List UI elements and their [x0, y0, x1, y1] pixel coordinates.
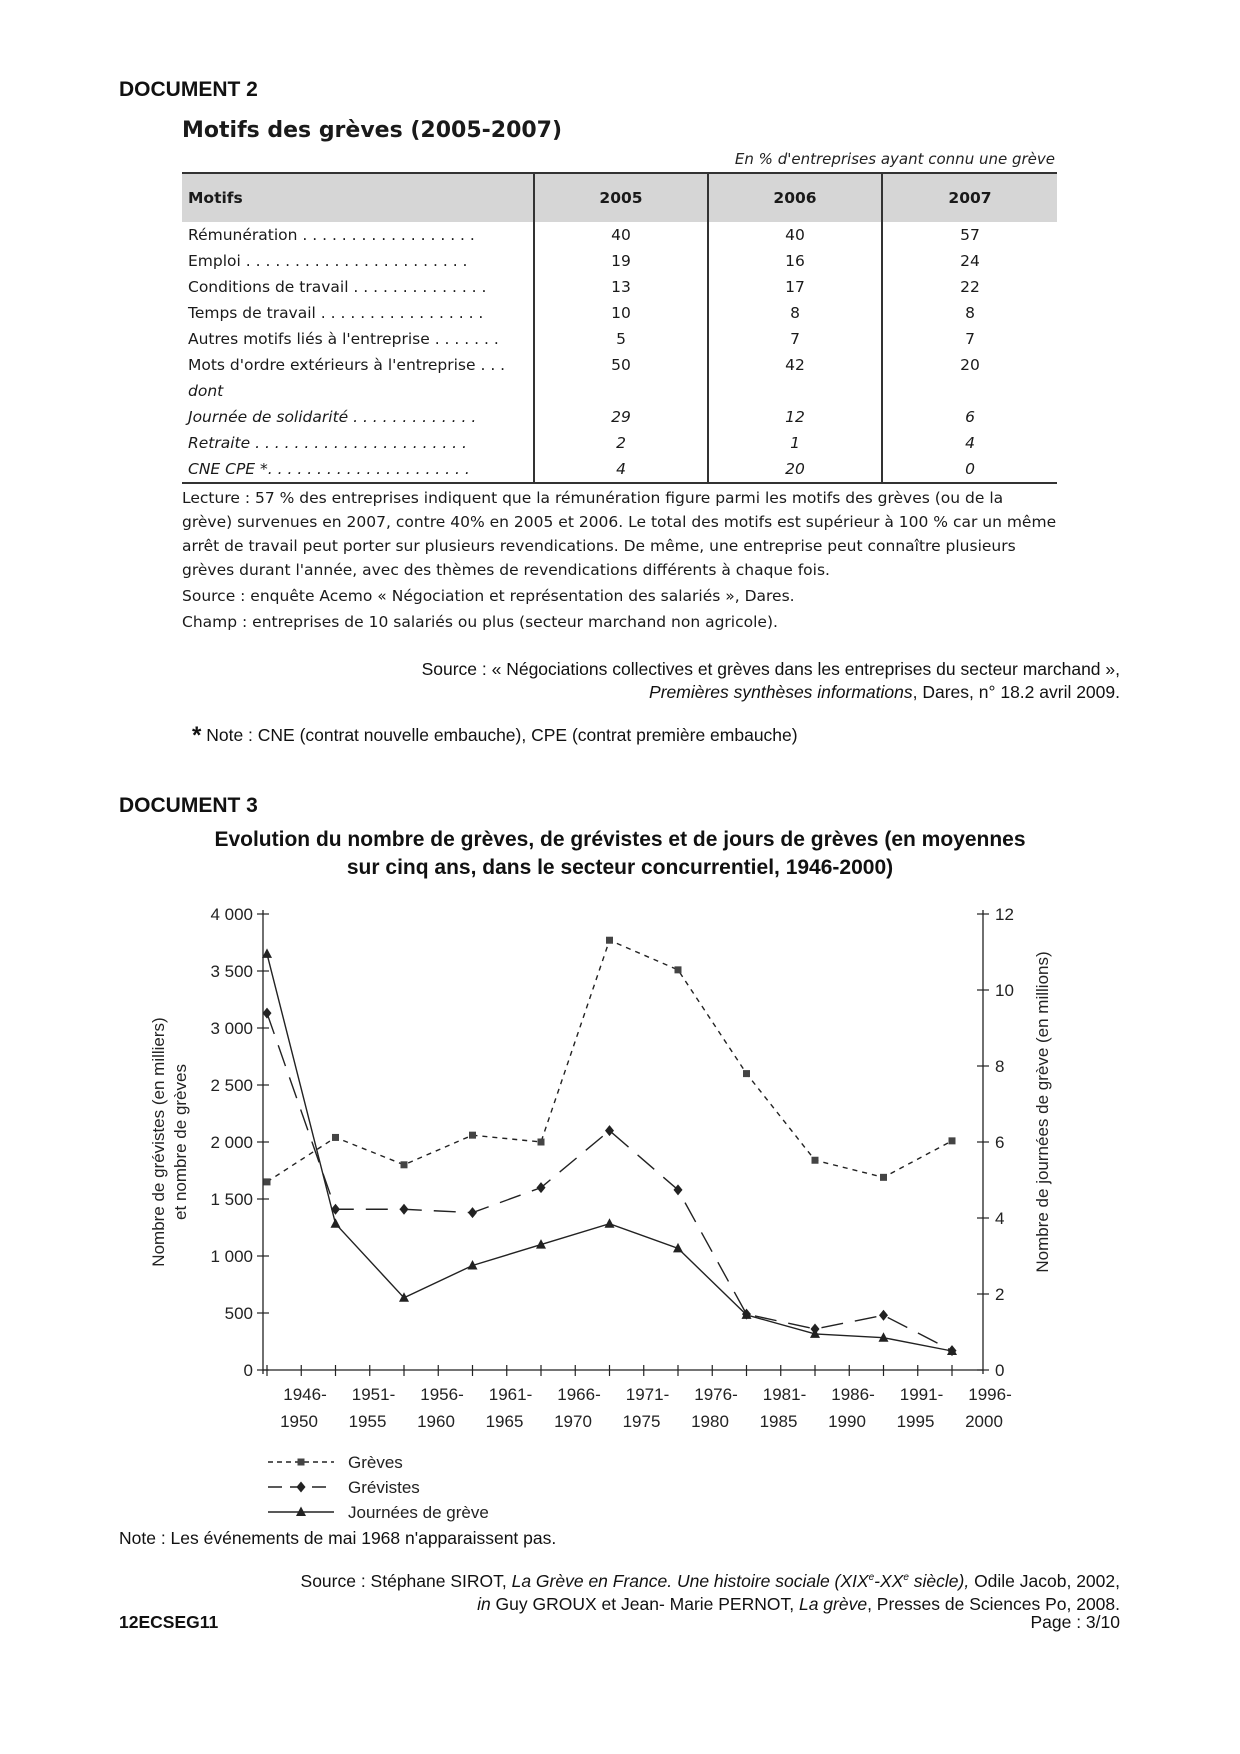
left-tick-label: 500: [224, 1304, 253, 1323]
source-prefix: Source : Stéphane SIROT,: [300, 1570, 512, 1591]
series-line-journees-de-greve: [267, 954, 952, 1351]
chart-series: [262, 937, 957, 1356]
left-tick-label: 3 500: [210, 962, 253, 981]
left-tick-label: 1 500: [210, 1190, 253, 1209]
cell-2007: 8: [882, 300, 1057, 326]
row-label: Conditions de travail . . . . . . . . . . . . . .: [188, 278, 487, 296]
book-title-end: siècle),: [908, 1570, 970, 1591]
chart-axes: [149, 905, 1052, 1431]
left-tick-label: 1 000: [210, 1247, 253, 1266]
publisher: Odile Jacob, 2002,: [969, 1570, 1120, 1591]
note-text: Note : CNE (contrat nouvelle embauche), CPE (contrat première embauche): [206, 725, 798, 745]
x-tick-label: 1965: [485, 1412, 524, 1431]
doc2-source-line1: Source : « Négociations collectives et grèves dans les entreprises du secteur marchand »,: [421, 659, 1120, 679]
x-tick-label: 2000: [965, 1412, 1003, 1431]
cell-2007: 7: [882, 326, 1057, 352]
legend-marker: [296, 1507, 306, 1517]
footer-page: Page : 3/10: [1030, 1612, 1120, 1632]
cell-2006: 12: [708, 404, 882, 430]
sup-e-2: e: [903, 1572, 909, 1583]
x-tick-label: 1961-: [488, 1385, 533, 1404]
doc3-note: Note : Les événements de mai 1968 n'apparaissent pas.: [119, 1528, 557, 1548]
legend-label: Journées de grève: [348, 1503, 489, 1522]
chart-title-line1: Evolution du nombre de grèves, de grévistes et de jours de grèves (en moyennes: [214, 828, 1026, 851]
cell-2005: 5: [534, 326, 708, 352]
cell-2006: 16: [708, 248, 882, 274]
left-tick-label: 2 000: [210, 1133, 253, 1152]
right-axis-title: Nombre de journées de grève (en millions): [1033, 951, 1052, 1273]
data-point-greves: [538, 1139, 545, 1146]
publisher2: , Presses de Sciences Po, 2008.: [867, 1593, 1120, 1614]
x-tick-label: 1980: [691, 1412, 729, 1431]
x-tick-label: 1991-: [899, 1385, 944, 1404]
cell-2005: 13: [534, 274, 708, 300]
data-point-grevistes: [400, 1204, 409, 1215]
x-tick-label: 1956-: [420, 1385, 464, 1404]
data-point-grevistes: [879, 1310, 888, 1321]
row-label: CNE CPE *. . . . . . . . . . . . . . . . . . . . .: [182, 456, 534, 483]
x-tick-label: 1946-: [283, 1385, 327, 1404]
doc3-heading: DOCUMENT 3: [119, 794, 258, 817]
doc3-source: [100, 1566, 1120, 1616]
right-tick-label: 0: [995, 1361, 1005, 1380]
row-label: Rémunération . . . . . . . . . . . . . . . . . .: [188, 226, 475, 244]
cell-2006: 40: [708, 222, 882, 248]
data-point-grevistes: [468, 1207, 477, 1218]
book-title-mid: -XX: [874, 1570, 904, 1591]
left-tick-label: 4 000: [210, 905, 253, 924]
table-source: Source : enquête Acemo « Négociation et représentation des salariés », Dares.: [182, 587, 795, 605]
header-2006: 2006: [708, 173, 882, 222]
cell-2007: 57: [882, 222, 1057, 248]
data-point-greves: [880, 1174, 887, 1181]
data-point-greves: [949, 1137, 956, 1144]
table-title: Motifs des grèves (2005-2007): [182, 118, 563, 143]
data-point-greves: [812, 1157, 819, 1164]
unit-note: En % d'entreprises ayant connu une grève: [734, 150, 1055, 168]
data-point-grevistes: [537, 1182, 546, 1193]
x-tick-label: 1971-: [625, 1385, 670, 1404]
x-tick-label: 1986-: [831, 1385, 875, 1404]
cell-2005: 19: [534, 248, 708, 274]
left-tick-label: 0: [243, 1361, 253, 1380]
data-point-greves: [469, 1132, 476, 1139]
legend-label: Grévistes: [348, 1478, 420, 1497]
chart-legend: [268, 1453, 489, 1522]
data-point-greves: [264, 1178, 271, 1185]
series-line-grevistes: [267, 1013, 952, 1350]
cell-2006: 42: [708, 352, 882, 378]
x-tick-label: 1995: [896, 1412, 935, 1431]
doc3-source-line1: [100, 1566, 1120, 1593]
x-tick-label: 1985: [759, 1412, 798, 1431]
book-title-text: La Grève en France. Une histoire sociale (XIX: [511, 1570, 869, 1591]
publication-title: Premières synthèses informations: [649, 682, 913, 702]
cell-2007: 0: [882, 456, 1057, 483]
cell-2005: 50: [534, 352, 708, 378]
x-tick-label: 1981-: [762, 1385, 807, 1404]
row-label: Journée de solidarité . . . . . . . . . . . . .: [188, 408, 477, 426]
row-label: Retraite . . . . . . . . . . . . . . . . . . . . . .: [188, 434, 467, 452]
header-motifs: Motifs: [182, 173, 534, 222]
right-tick-label: 6: [995, 1133, 1005, 1152]
chart-title-line2: sur cinq ans, dans le secteur concurrentiel, 1946-2000): [346, 856, 894, 879]
data-point-grevistes: [263, 1008, 272, 1019]
data-point-greves: [332, 1134, 339, 1141]
cell-2005: 40: [534, 222, 708, 248]
sup-e-1: e: [868, 1572, 875, 1583]
left-axis-title: Nombre de grévistes (en milliers): [149, 1017, 168, 1267]
cell-2006: 17: [708, 274, 882, 300]
right-tick-label: 2: [995, 1285, 1005, 1304]
book-title: [512, 1571, 970, 1591]
lecture-text: Lecture : 57 % des entreprises indiquent que la rémunération figure parmi les motifs des grèves (ou de la grève) survenues en 2007, contre 40% en 2005 et 2006. Le total des motifs est supérieur à 100 % car un même arrêt de travail peut porter sur plusieurs revendications. De même, une entreprise peut connaître plusieurs grèves durant l'année, avec des thèmes de revendications différents à chaque fois.: [182, 489, 1057, 579]
publication-details: , Dares, n° 18.2 avril 2009.: [912, 682, 1120, 702]
cell-2007: 20: [882, 352, 1057, 378]
row-label: Temps de travail . . . . . . . . . . . . . . . . .: [188, 304, 484, 322]
x-tick-label: 1966-: [557, 1385, 601, 1404]
series-line-greves: [267, 940, 952, 1182]
cell-2006: 20: [708, 456, 882, 483]
x-tick-label: 1990: [828, 1412, 866, 1431]
cell-2007: 6: [882, 404, 1057, 430]
footer-code: 12ECSEG11: [119, 1612, 219, 1632]
right-tick-label: 4: [995, 1209, 1005, 1228]
right-tick-label: 8: [995, 1057, 1005, 1076]
legend-marker: [297, 1482, 306, 1493]
cell-2007: 24: [882, 248, 1057, 274]
legend-marker: [298, 1459, 305, 1466]
data-point-greves: [743, 1070, 750, 1077]
row-label: Autres motifs liés à l'entreprise . . . . . . .: [188, 330, 499, 348]
book2-title: La grève: [798, 1593, 868, 1614]
x-tick-label: 1975: [622, 1412, 661, 1431]
left-tick-label: 2 500: [210, 1076, 253, 1095]
note-asterisk: *: [192, 722, 202, 749]
table-champ: Champ : entreprises de 10 salariés ou plus (secteur marchand non agricole).: [182, 613, 778, 631]
cell-2006: 8: [708, 300, 882, 326]
header-2007: 2007: [882, 173, 1057, 222]
right-tick-label: 12: [995, 905, 1014, 924]
data-point-journees-de-greve: [605, 1218, 615, 1228]
cell-2007: 22: [882, 274, 1057, 300]
x-tick-label: 1951-: [351, 1385, 396, 1404]
row-label: Mots d'ordre extérieurs à l'entreprise . . .: [188, 356, 506, 374]
left-tick-label: 3 000: [210, 1019, 253, 1038]
x-tick-label: 1996-: [968, 1385, 1012, 1404]
doc2-heading: DOCUMENT 2: [119, 78, 258, 101]
cell-2005: 4: [534, 456, 708, 483]
legend-label: Grèves: [348, 1453, 403, 1472]
data-point-greves: [606, 937, 613, 944]
in-word: in: [477, 1593, 491, 1614]
cell-2007: 4: [882, 430, 1057, 456]
cell-2005: 10: [534, 300, 708, 326]
cell-2006: 7: [708, 326, 882, 352]
x-tick-label: 1950: [280, 1412, 318, 1431]
cell-2006: 1: [708, 430, 882, 456]
data-point-grevistes: [674, 1184, 683, 1195]
cell-2005: 29: [534, 404, 708, 430]
data-point-greves: [401, 1161, 408, 1168]
row-label: Emploi . . . . . . . . . . . . . . . . . . . . . . .: [188, 252, 468, 270]
cell-2005: 2: [534, 430, 708, 456]
header-2005: 2005: [534, 173, 708, 222]
data-point-greves: [675, 966, 682, 973]
x-tick-label: 1955: [348, 1412, 387, 1431]
right-tick-label: 10: [995, 981, 1014, 1000]
data-point-journees-de-greve: [331, 1218, 341, 1228]
left-axis-title-line2: et nombre de grèves: [171, 1064, 190, 1220]
authors: Guy GROUX et Jean- Marie PERNOT,: [490, 1593, 799, 1614]
x-tick-label: 1976-: [694, 1385, 738, 1404]
data-point-grevistes: [605, 1125, 614, 1136]
x-tick-label: 1970: [554, 1412, 592, 1431]
x-tick-label: 1960: [417, 1412, 455, 1431]
row-label: dont: [188, 382, 224, 400]
